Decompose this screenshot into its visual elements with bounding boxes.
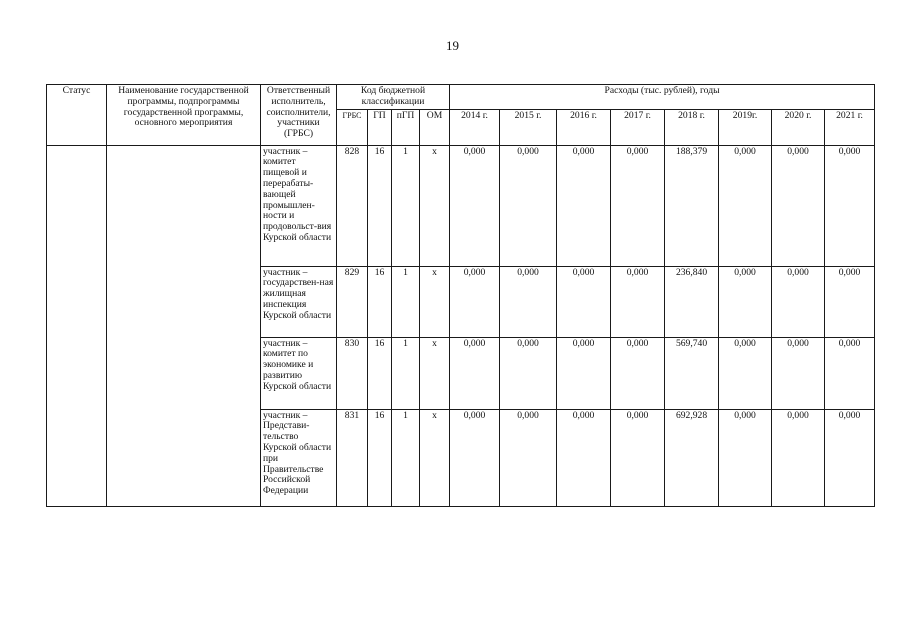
header-year-2015: 2015 г. — [500, 109, 557, 145]
status-cell — [47, 145, 107, 506]
header-om: ОМ — [420, 109, 450, 145]
page-number: 19 — [446, 38, 459, 53]
gp-cell: 16 — [368, 409, 392, 506]
value-2018: 569,740 — [665, 337, 719, 409]
value-2017: 0,000 — [611, 266, 665, 337]
header-row-1 — [47, 85, 875, 110]
value-2021: 0,000 — [825, 145, 875, 266]
value-2020: 0,000 — [772, 337, 825, 409]
value-2014: 0,000 — [450, 409, 500, 506]
header-pgp: пГП — [392, 109, 420, 145]
header-expenses: Расходы (тыс. рублей), годы — [450, 85, 875, 110]
header-budget-code: Код бюджетной классификации — [337, 85, 450, 110]
value-2016: 0,000 — [557, 337, 611, 409]
executor-cell: участник – Представи-тельство Курской области при Правительстве Российской Федерации — [261, 409, 337, 506]
budget-table — [46, 84, 875, 507]
om-cell: х — [420, 266, 450, 337]
header-year-2019: 2019г. — [719, 109, 772, 145]
value-2015: 0,000 — [500, 145, 557, 266]
value-2018: 692,928 — [665, 409, 719, 506]
value-2016: 0,000 — [557, 409, 611, 506]
om-cell: х — [420, 409, 450, 506]
table-row — [47, 145, 875, 266]
header-executor: Ответственный исполнитель, соисполнители, участники (ГРБС) — [261, 85, 337, 146]
gp-cell: 16 — [368, 145, 392, 266]
value-2016: 0,000 — [557, 266, 611, 337]
value-2017: 0,000 — [611, 409, 665, 506]
value-2020: 0,000 — [772, 409, 825, 506]
gp-cell: 16 — [368, 337, 392, 409]
header-year-2021: 2021 г. — [825, 109, 875, 145]
value-2021: 0,000 — [825, 409, 875, 506]
pgp-cell: 1 — [392, 337, 420, 409]
header-year-2017: 2017 г. — [611, 109, 665, 145]
header-gp: ГП — [368, 109, 392, 145]
program-name-cell — [107, 145, 261, 506]
header-year-2016: 2016 г. — [557, 109, 611, 145]
value-2020: 0,000 — [772, 145, 825, 266]
value-2015: 0,000 — [500, 337, 557, 409]
value-2020: 0,000 — [772, 266, 825, 337]
value-2014: 0,000 — [450, 266, 500, 337]
value-2019: 0,000 — [719, 409, 772, 506]
gp-cell: 16 — [368, 266, 392, 337]
om-cell: х — [420, 337, 450, 409]
header-year-2018: 2018 г. — [665, 109, 719, 145]
value-2021: 0,000 — [825, 337, 875, 409]
grbs-cell: 831 — [337, 409, 368, 506]
grbs-cell: 828 — [337, 145, 368, 266]
value-2019: 0,000 — [719, 145, 772, 266]
executor-cell: участник – комитет пищевой и перерабаты-вающей промышлен-ности и продовольст-вия Курской области — [261, 145, 337, 266]
pgp-cell: 1 — [392, 409, 420, 506]
value-2016: 0,000 — [557, 145, 611, 266]
header-status: Статус — [47, 85, 107, 146]
value-2019: 0,000 — [719, 266, 772, 337]
pgp-cell: 1 — [392, 145, 420, 266]
value-2021: 0,000 — [825, 266, 875, 337]
grbs-cell: 829 — [337, 266, 368, 337]
value-2019: 0,000 — [719, 337, 772, 409]
header-grbs: ГРБС — [337, 109, 368, 145]
header-year-2014: 2014 г. — [450, 109, 500, 145]
executor-cell: участник – комитет по экономике и развитию Курской области — [261, 337, 337, 409]
pgp-cell: 1 — [392, 266, 420, 337]
om-cell: х — [420, 145, 450, 266]
header-program-name: Наименование государственной программы, подпрограммы государственной программы, основного мероприятия — [107, 85, 261, 146]
value-2014: 0,000 — [450, 145, 500, 266]
value-2017: 0,000 — [611, 145, 665, 266]
value-2015: 0,000 — [500, 409, 557, 506]
value-2017: 0,000 — [611, 337, 665, 409]
value-2014: 0,000 — [450, 337, 500, 409]
grbs-cell: 830 — [337, 337, 368, 409]
value-2018: 188,379 — [665, 145, 719, 266]
value-2015: 0,000 — [500, 266, 557, 337]
value-2018: 236,840 — [665, 266, 719, 337]
executor-cell: участник – государствен-ная жилищная инспекция Курской области — [261, 266, 337, 337]
header-year-2020: 2020 г. — [772, 109, 825, 145]
